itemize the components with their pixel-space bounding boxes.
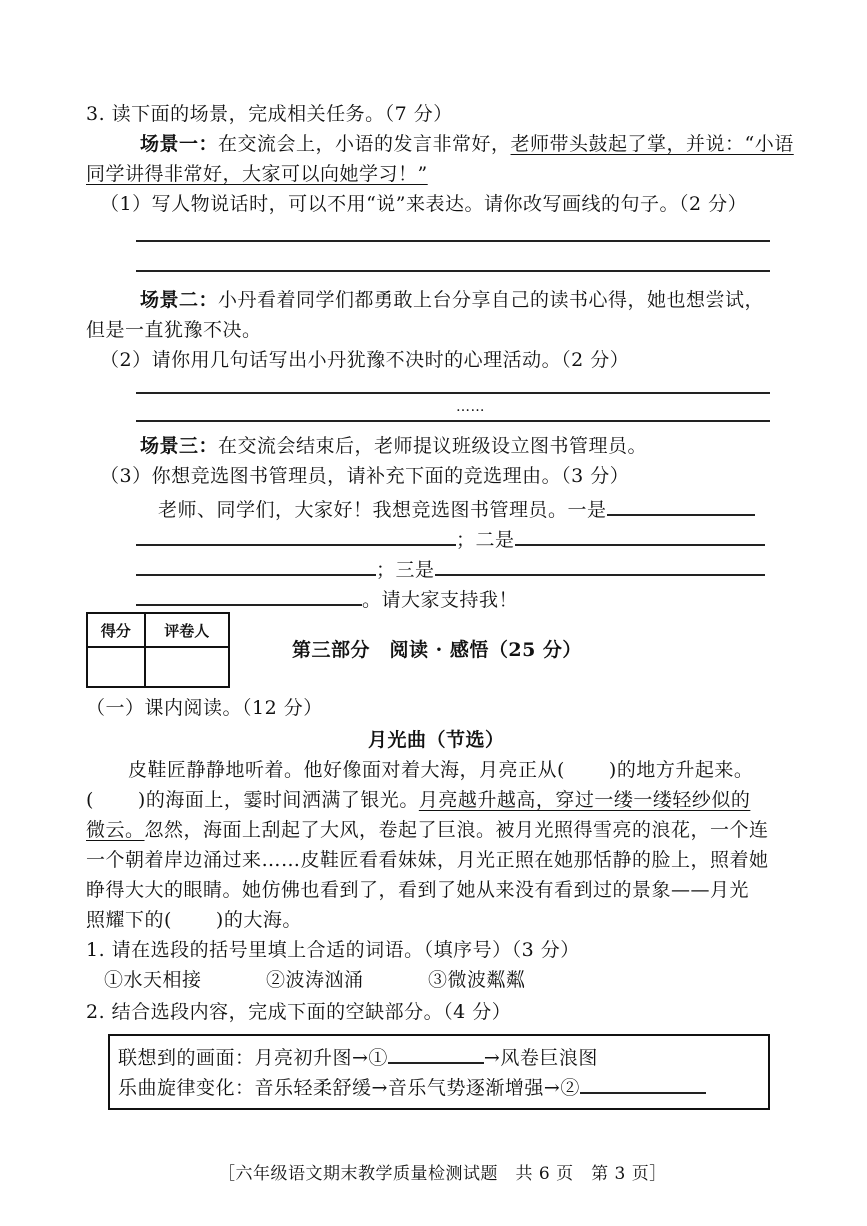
grader-cell[interactable]: [145, 647, 229, 687]
passage-line1: [128, 756, 753, 784]
page-footer: ［六年级语文期末教学质量检测试题 共 6 页 第 3 页］: [218, 1164, 667, 1184]
scene1-text: 在交流会上，小语的发言非常好，: [218, 133, 511, 155]
part3-heading: 第三部分 阅读 · 感悟（25 分）: [292, 639, 582, 661]
speech-three: ；三是: [376, 559, 435, 581]
answer-line-2a[interactable]: [136, 392, 770, 394]
scene1-underlined-b: 同学讲得非常好，大家可以向她学习！”: [86, 163, 428, 185]
box-line1: [118, 1042, 598, 1072]
speech-end: 。请大家支持我！: [362, 589, 519, 611]
scene2-text: 小丹看着同学们都勇敢上台分享自己的读书心得，她也想尝试，: [218, 289, 765, 311]
score-header: 得分: [87, 613, 145, 647]
speech-two: ；二是: [456, 529, 515, 551]
passage-line2: [86, 786, 750, 814]
speech-start: 老师、同学们，大家好！我想竞选图书管理员。一是: [158, 499, 607, 521]
passage-underlined: 月亮越升越高，穿过一缕一缕轻纱似的: [418, 789, 751, 811]
scene3-line: [140, 432, 647, 460]
reason-one-blank[interactable]: [607, 494, 755, 516]
passage-text: )的大海。: [215, 909, 302, 931]
passage-line6: [86, 906, 302, 934]
box-text: 联想到的画面：月亮初升图→①: [118, 1047, 388, 1069]
passage-text: 皮鞋匠静静地听着。他好像面对着大海，月亮正从(: [128, 759, 565, 781]
speech-line3: [136, 554, 765, 584]
passage-line5: 睁得大大的眼睛。她仿佛也看到了，看到了她从来没有看到过的景象——月光: [86, 879, 750, 901]
passage-underlined: 微云。: [86, 819, 145, 841]
scene2-line1: [140, 286, 764, 314]
reason-two-blank[interactable]: [515, 524, 765, 546]
passage-text: )的海面上，霎时间洒满了银光。: [137, 789, 419, 811]
question-2: 2. 结合选段内容，完成下面的空缺部分。（4 分）: [86, 1001, 512, 1023]
box-text: →风卷巨浪图: [483, 1047, 598, 1069]
q3-title: 3. 读下面的场景，完成相关任务。（7 分）: [86, 103, 453, 125]
reason-three-blank-cont[interactable]: [136, 584, 362, 606]
option-1: ①水天相接: [104, 969, 202, 991]
passage-line3: [86, 816, 769, 844]
scene1-label: 场景一：: [140, 133, 219, 155]
scene3-text: 在交流会结束后，老师提议班级设立图书管理员。: [218, 435, 648, 457]
scene1-line1: [140, 130, 794, 158]
option-2: ②波涛汹涌: [266, 969, 364, 991]
box-text: 乐曲旋律变化：音乐轻柔舒缓→音乐气势逐渐增强→②: [118, 1077, 580, 1099]
reason-one-blank-cont[interactable]: [136, 524, 456, 546]
passage-title: 月光曲（节选）: [368, 729, 505, 751]
grader-header: 评卷人: [145, 613, 229, 647]
q3-sub3: （3）你想竞选图书管理员，请补充下面的竞选理由。（3 分）: [100, 465, 630, 487]
passage-text: 忽然，海面上刮起了大风，卷起了巨浪。被月光照得雪亮的浪花，一个连: [144, 819, 769, 841]
scene1-underlined-a: 老师带头鼓起了掌，并说：“小语: [510, 133, 794, 155]
question-1: 1. 请在选段的括号里填上合适的词语。（填序号）（3 分）: [86, 939, 580, 961]
reason-two-blank-cont[interactable]: [136, 554, 376, 576]
reason-three-blank[interactable]: [435, 554, 765, 576]
q3-sub2: （2）请你用几句话写出小丹犹豫不决时的心理活动。（2 分）: [100, 349, 630, 371]
passage-line4: 一个朝着岸边涌过来……皮鞋匠看看妹妹，月光正照在她那恬静的脸上，照着她: [86, 849, 769, 871]
ellipsis: ……: [456, 399, 485, 415]
option-3: ③微波粼粼: [428, 969, 526, 991]
section1-title: （一）课内阅读。（12 分）: [86, 697, 323, 719]
answer-line-1a[interactable]: [136, 240, 770, 242]
q3-sub1: （1）写人物说话时，可以不用“说”来表达。请你改写画线的句子。（2 分）: [100, 193, 748, 215]
answer-line-1b[interactable]: [136, 270, 770, 272]
speech-line4: [136, 584, 518, 614]
scene3-label: 场景三：: [140, 435, 219, 457]
box-line2: [118, 1072, 706, 1102]
scene2-label: 场景二：: [140, 289, 219, 311]
speech-line2: [136, 524, 765, 554]
passage-text: 照耀下的(: [86, 909, 172, 931]
scene2-line2: 但是一直犹豫不决。: [86, 319, 262, 341]
score-cell[interactable]: [87, 647, 145, 687]
score-table: [86, 612, 230, 688]
passage-text: )的地方升起来。: [608, 759, 754, 781]
speech-line1: [158, 494, 755, 524]
answer-line-2b[interactable]: [136, 420, 770, 422]
passage-text: (: [86, 789, 94, 811]
box-blank-2[interactable]: [580, 1072, 706, 1094]
box-blank-1[interactable]: [388, 1042, 484, 1064]
